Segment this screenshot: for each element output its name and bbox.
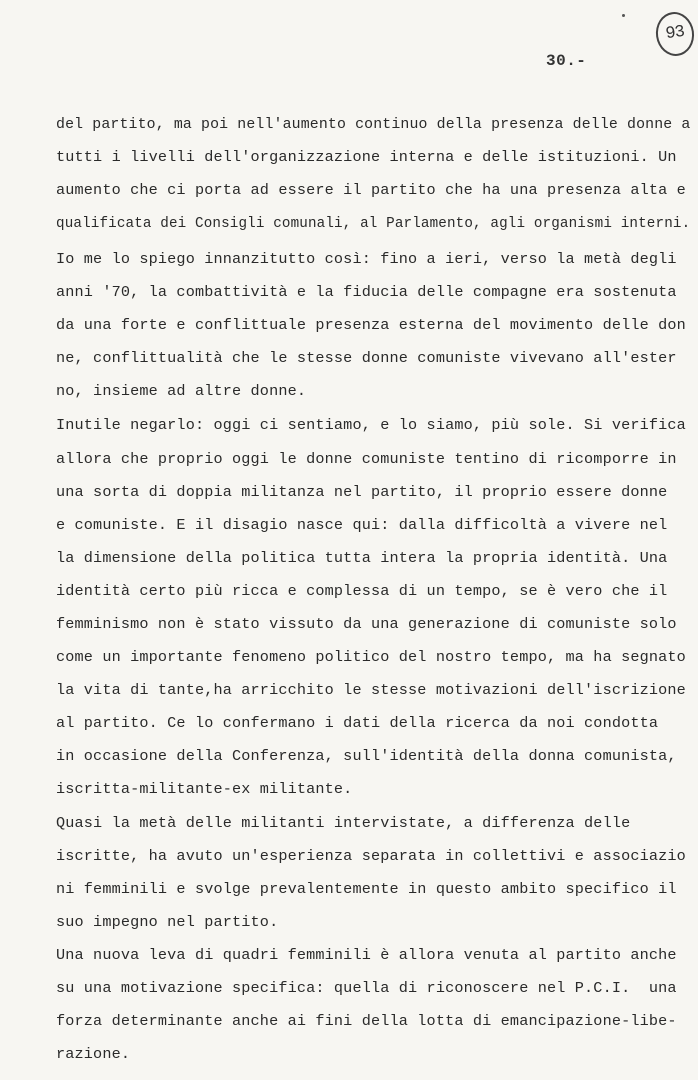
text-line: femminismo non è stato vissuto da una generazione di comuniste solo [56, 615, 677, 633]
text-line: Inutile negarlo: oggi ci sentiamo, e lo siamo, più sole. Si verifica [56, 416, 686, 434]
text-line: del partito, ma poi nell'aumento continuo della presenza delle donne a [56, 115, 691, 133]
text-line: da una forte e conflittuale presenza esterna del movimento delle don [56, 316, 686, 334]
text-line: qualificata dei Consigli comunali, al Parlamento, agli organismi interni. [56, 214, 691, 232]
text-line: Quasi la metà delle militanti intervistate, a differenza delle [56, 814, 631, 832]
text-line: in occasione della Conferenza, sull'identità della donna comunista, [56, 747, 677, 765]
text-line: Io me lo spiego innanzitutto così: fino a ieri, verso la metà degli [56, 250, 677, 268]
text-line: identità certo più ricca e complessa di un tempo, se è vero che il [56, 582, 668, 600]
text-line: no, insieme ad altre donne. [56, 382, 307, 400]
text-line: la dimensione della politica tutta intera la propria identità. Una [56, 549, 668, 567]
text-line: iscritte, ha avuto un'esperienza separata in collettivi e associazio [56, 847, 686, 865]
text-line: la vita di tante,ha arricchito le stesse motivazioni dell'iscrizione [56, 681, 686, 699]
text-line: razione. [56, 1045, 131, 1063]
text-line: e comuniste. E il disagio nasce qui: dalla difficoltà a vivere nel [56, 516, 668, 534]
text-line: allora che proprio oggi le donne comuniste tentino di ricomporre in [56, 450, 677, 468]
text-line: Una nuova leva di quadri femminili è allora venuta al partito anche [56, 946, 677, 964]
text-line: iscritta-militante-ex militante. [56, 780, 353, 798]
archive-stamp: 93 [653, 10, 697, 59]
text-line: ni femminili e svolge prevalentemente in questo ambito specifico il [56, 880, 677, 898]
text-line: forza determinante anche ai fini della lotta di emancipazione-libe- [56, 1012, 677, 1030]
text-line: tutti i livelli dell'organizzazione interna e delle istituzioni. Un [56, 148, 677, 166]
text-line: aumento che ci porta ad essere il partito che ha una presenza alta e [56, 181, 686, 199]
text-line: una sorta di doppia militanza nel partito, il proprio essere donne [56, 483, 668, 501]
text-line: al partito. Ce lo confermano i dati della ricerca da noi condotta [56, 714, 659, 732]
text-line: suo impegno nel partito. [56, 913, 279, 931]
page-number: 30.- [546, 52, 587, 70]
text-line: come un importante fenomeno politico del nostro tempo, ma ha segnato [56, 648, 686, 666]
ink-speck [622, 14, 625, 17]
text-line: anni '70, la combattività e la fiducia delle compagne era sostenuta [56, 283, 677, 301]
text-line: ne, conflittualità che le stesse donne comuniste vivevano all'ester [56, 349, 677, 367]
text-line: su una motivazione specifica: quella di riconoscere nel P.C.I. una [56, 979, 677, 997]
